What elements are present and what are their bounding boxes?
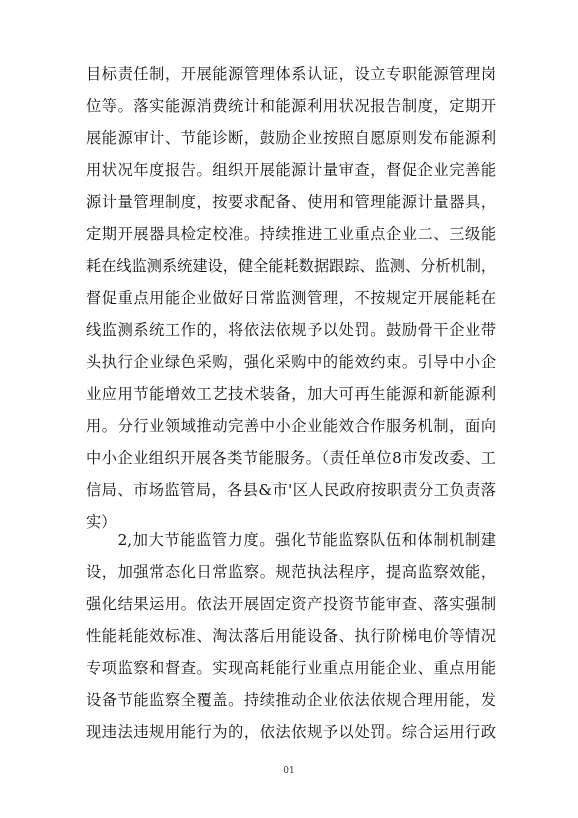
paragraph-line: 线监测系统工作的，将依法依规予以处罚。鼓励骨干企业带	[86, 321, 496, 339]
paragraph-line: 源计量管理制度，按要求配备、使用和管理能源计量器具，	[86, 193, 496, 211]
paragraph-line: 中小企业组织开展各类节能服务。（责任单位8市发改委、工	[86, 449, 496, 467]
paragraph-1	[86, 58, 496, 538]
paragraph-line: 专项监察和督查。实现高耗能行业重点用能企业、重点用能	[86, 659, 496, 677]
paragraph-line: 展能源审计、节能诊断，鼓励企业按照自愿原则发布能源利	[86, 129, 496, 147]
paragraph-line: 目标责任制，开展能源管理体系认证，设立专职能源管理岗	[86, 65, 496, 83]
paragraph-line: 定期开展器具检定校准。持续推进工业重点企业二、三级能	[86, 225, 496, 243]
paragraph-line: 强化结果运用。依法开展固定资产投资节能审查、落实强制	[86, 595, 496, 613]
paragraph-line: 耗在线监测系统建设，健全能耗数据跟踪、监测、分析机制，	[86, 257, 496, 275]
page-number: 01	[283, 766, 295, 776]
paragraph-line: 用。分行业领域推动完善中小企业能效合作服务机制，面向	[86, 417, 496, 435]
paragraph-line: 位等。落实能源消费统计和能源利用状况报告制度，定期开	[86, 97, 496, 115]
paragraph-line: 用状况年度报告。组织开展能源计量审查，督促企业完善能	[86, 161, 496, 179]
paragraph-line: 现违法违规用能行为的，依法依规予以处罚。综合运用行政	[86, 723, 496, 741]
paragraph-line: 设备节能监察全覆盖。持续推动企业依法依规合理用能，发	[86, 691, 496, 709]
paragraph-line: 信局、市场监管局，各县&市'区人民政府按职责分工负责落	[86, 481, 496, 499]
paragraph-line: 实）	[86, 513, 117, 531]
paragraph-line: 业应用节能增效工艺技术装备，加大可再生能源和新能源利	[86, 385, 496, 403]
paragraph-line: 2,加大节能监管力度。强化节能监察队伍和体制机制建	[86, 531, 496, 549]
paragraph-line: 督促重点用能企业做好日常监测管理，不按规定开展能耗在	[86, 289, 496, 307]
paragraph-line: 设，加强常态化日常监察。规范执法程序，提高监察效能，	[86, 563, 496, 581]
paragraph-line: 头执行企业绿色采购，强化采购中的能效约束。引导中小企	[86, 353, 496, 371]
paragraph-2	[86, 524, 496, 748]
paragraph-line: 性能耗能效标准、淘汰落后用能设备、执行阶梯电价等情况	[86, 627, 496, 645]
